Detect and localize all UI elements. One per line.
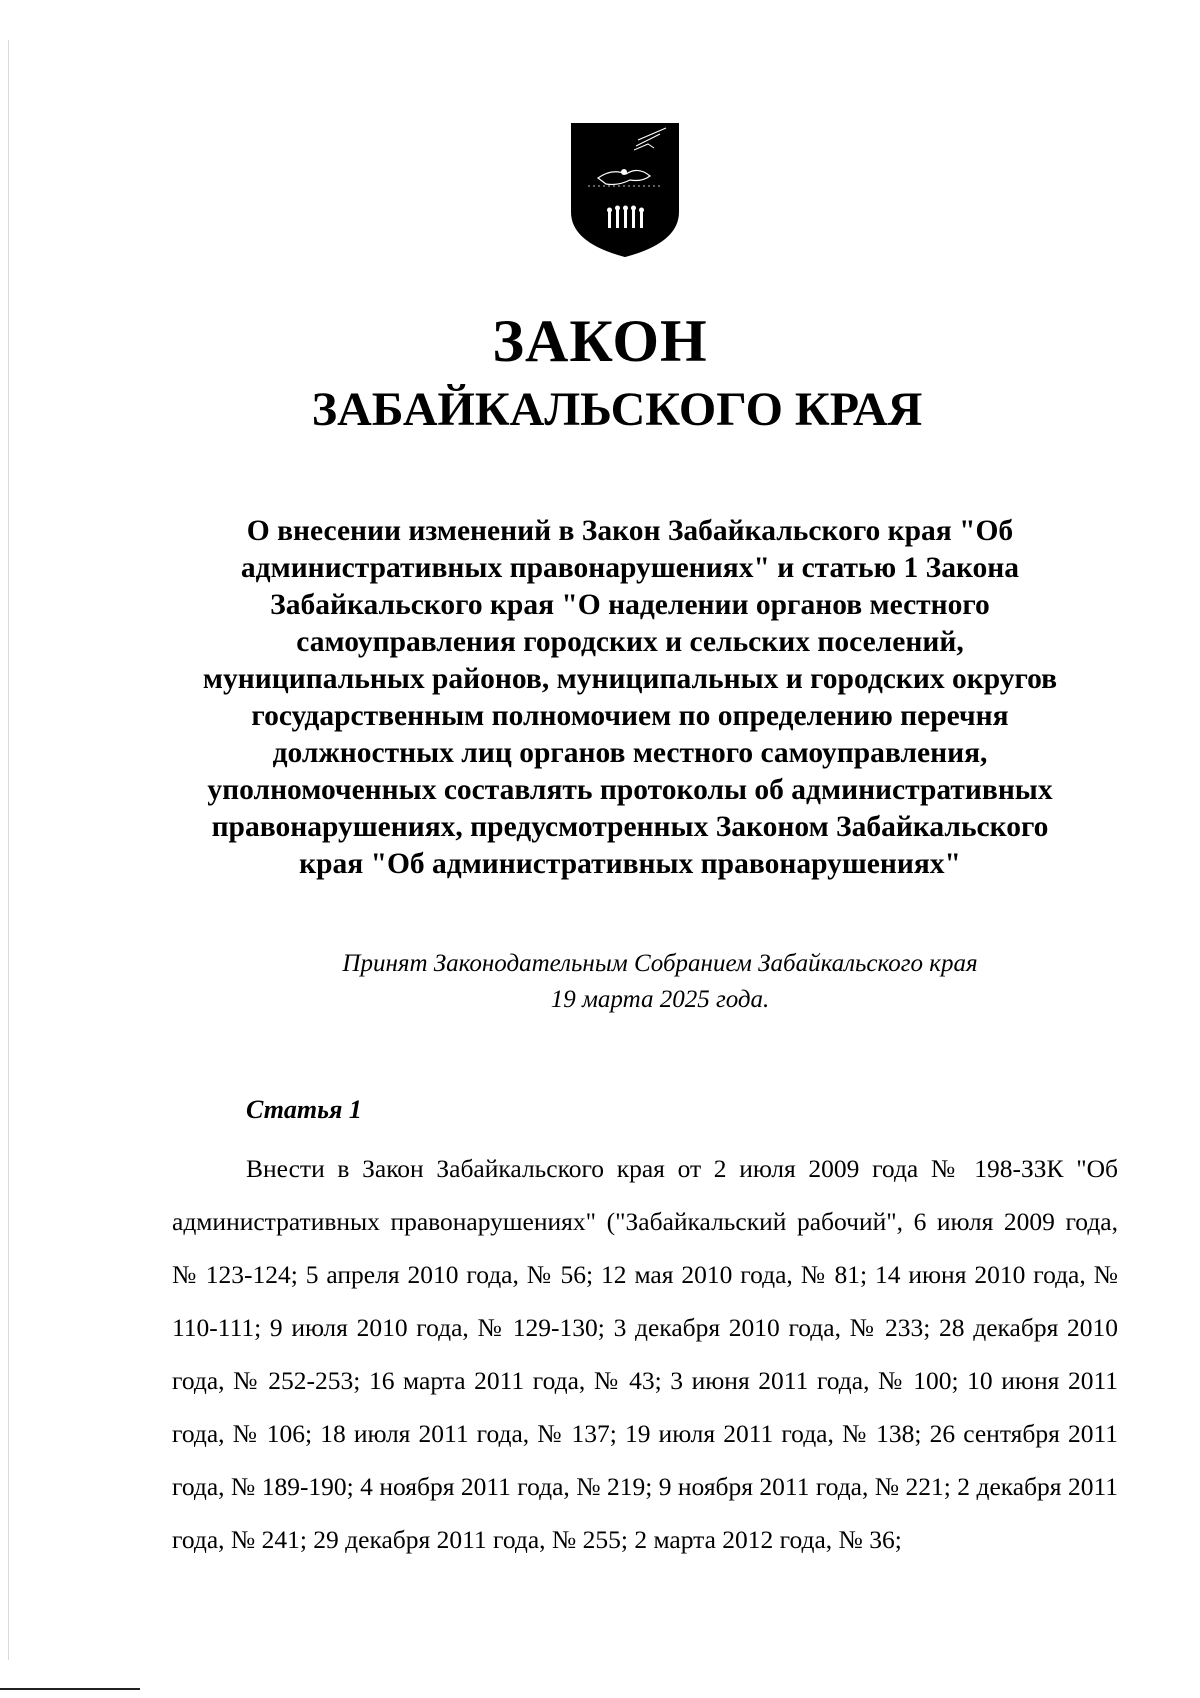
article-heading: Статья 1 [246,1095,362,1124]
document-type-heading: ЗАКОН [492,308,708,374]
scan-edge-mark [0,1688,140,1690]
region-heading: ЗАБАЙКАЛЬСКОГО КРАЯ [311,383,923,436]
adoption-date: 19 марта 2025 года. [550,986,770,1013]
scan-edge-line [8,40,9,1660]
law-subject-title: О внесении изменений в Закон Забайкальского края "Об административных правонарушениях" и статью 1 Закона Забайкальского края "О наделении органов местного самоуправления городских и сельских поселений, муниципальных районов, муниципальных и городских округов государственным полномочием по определению перечня должностных лиц органов местного самоуправления, уполномоченных составлять протоколы об административных правонарушениях, предусмотренных Законом Забайкальского края "Об административных правонарушениях" [202,515,1058,880]
adoption-line-1: Принят Законодательным Собранием Забайкальского края [342,950,978,977]
coat-of-arms-icon [568,120,682,260]
adoption-note [290,946,1030,1018]
article-text: Внести в Закон Забайкальского края от 2 июля 2009 года № 198-ЗЗК "Об административных правонарушениях" ("Забайкальский рабочий", 6 июля 2009 года, № 123-124; 5 апреля 2010 года, № 56; 12 мая 2010 года, № 81; 14 июня 2010 года, № 110-111; 9 июля 2010 года, № 129-130; 3 декабря 2010 года, № 233; 28 декабря 2010 года, № 252-253; 16 марта 2011 года, № 43; 3 июня 2011 года, № 100; 10 июня 2011 года, № 106; 18 июля 2011 года, № 137; 19 июля 2011 года, № 138; 26 сентября 2011 года, № 189-190; 4 ноября 2011 года, № 219; 9 ноября 2011 года, № 221; 2 декабря 2011 года, № 241; 29 декабря 2011 года, № 255; 2 марта 2012 года, № 36; [172,1154,1118,1554]
